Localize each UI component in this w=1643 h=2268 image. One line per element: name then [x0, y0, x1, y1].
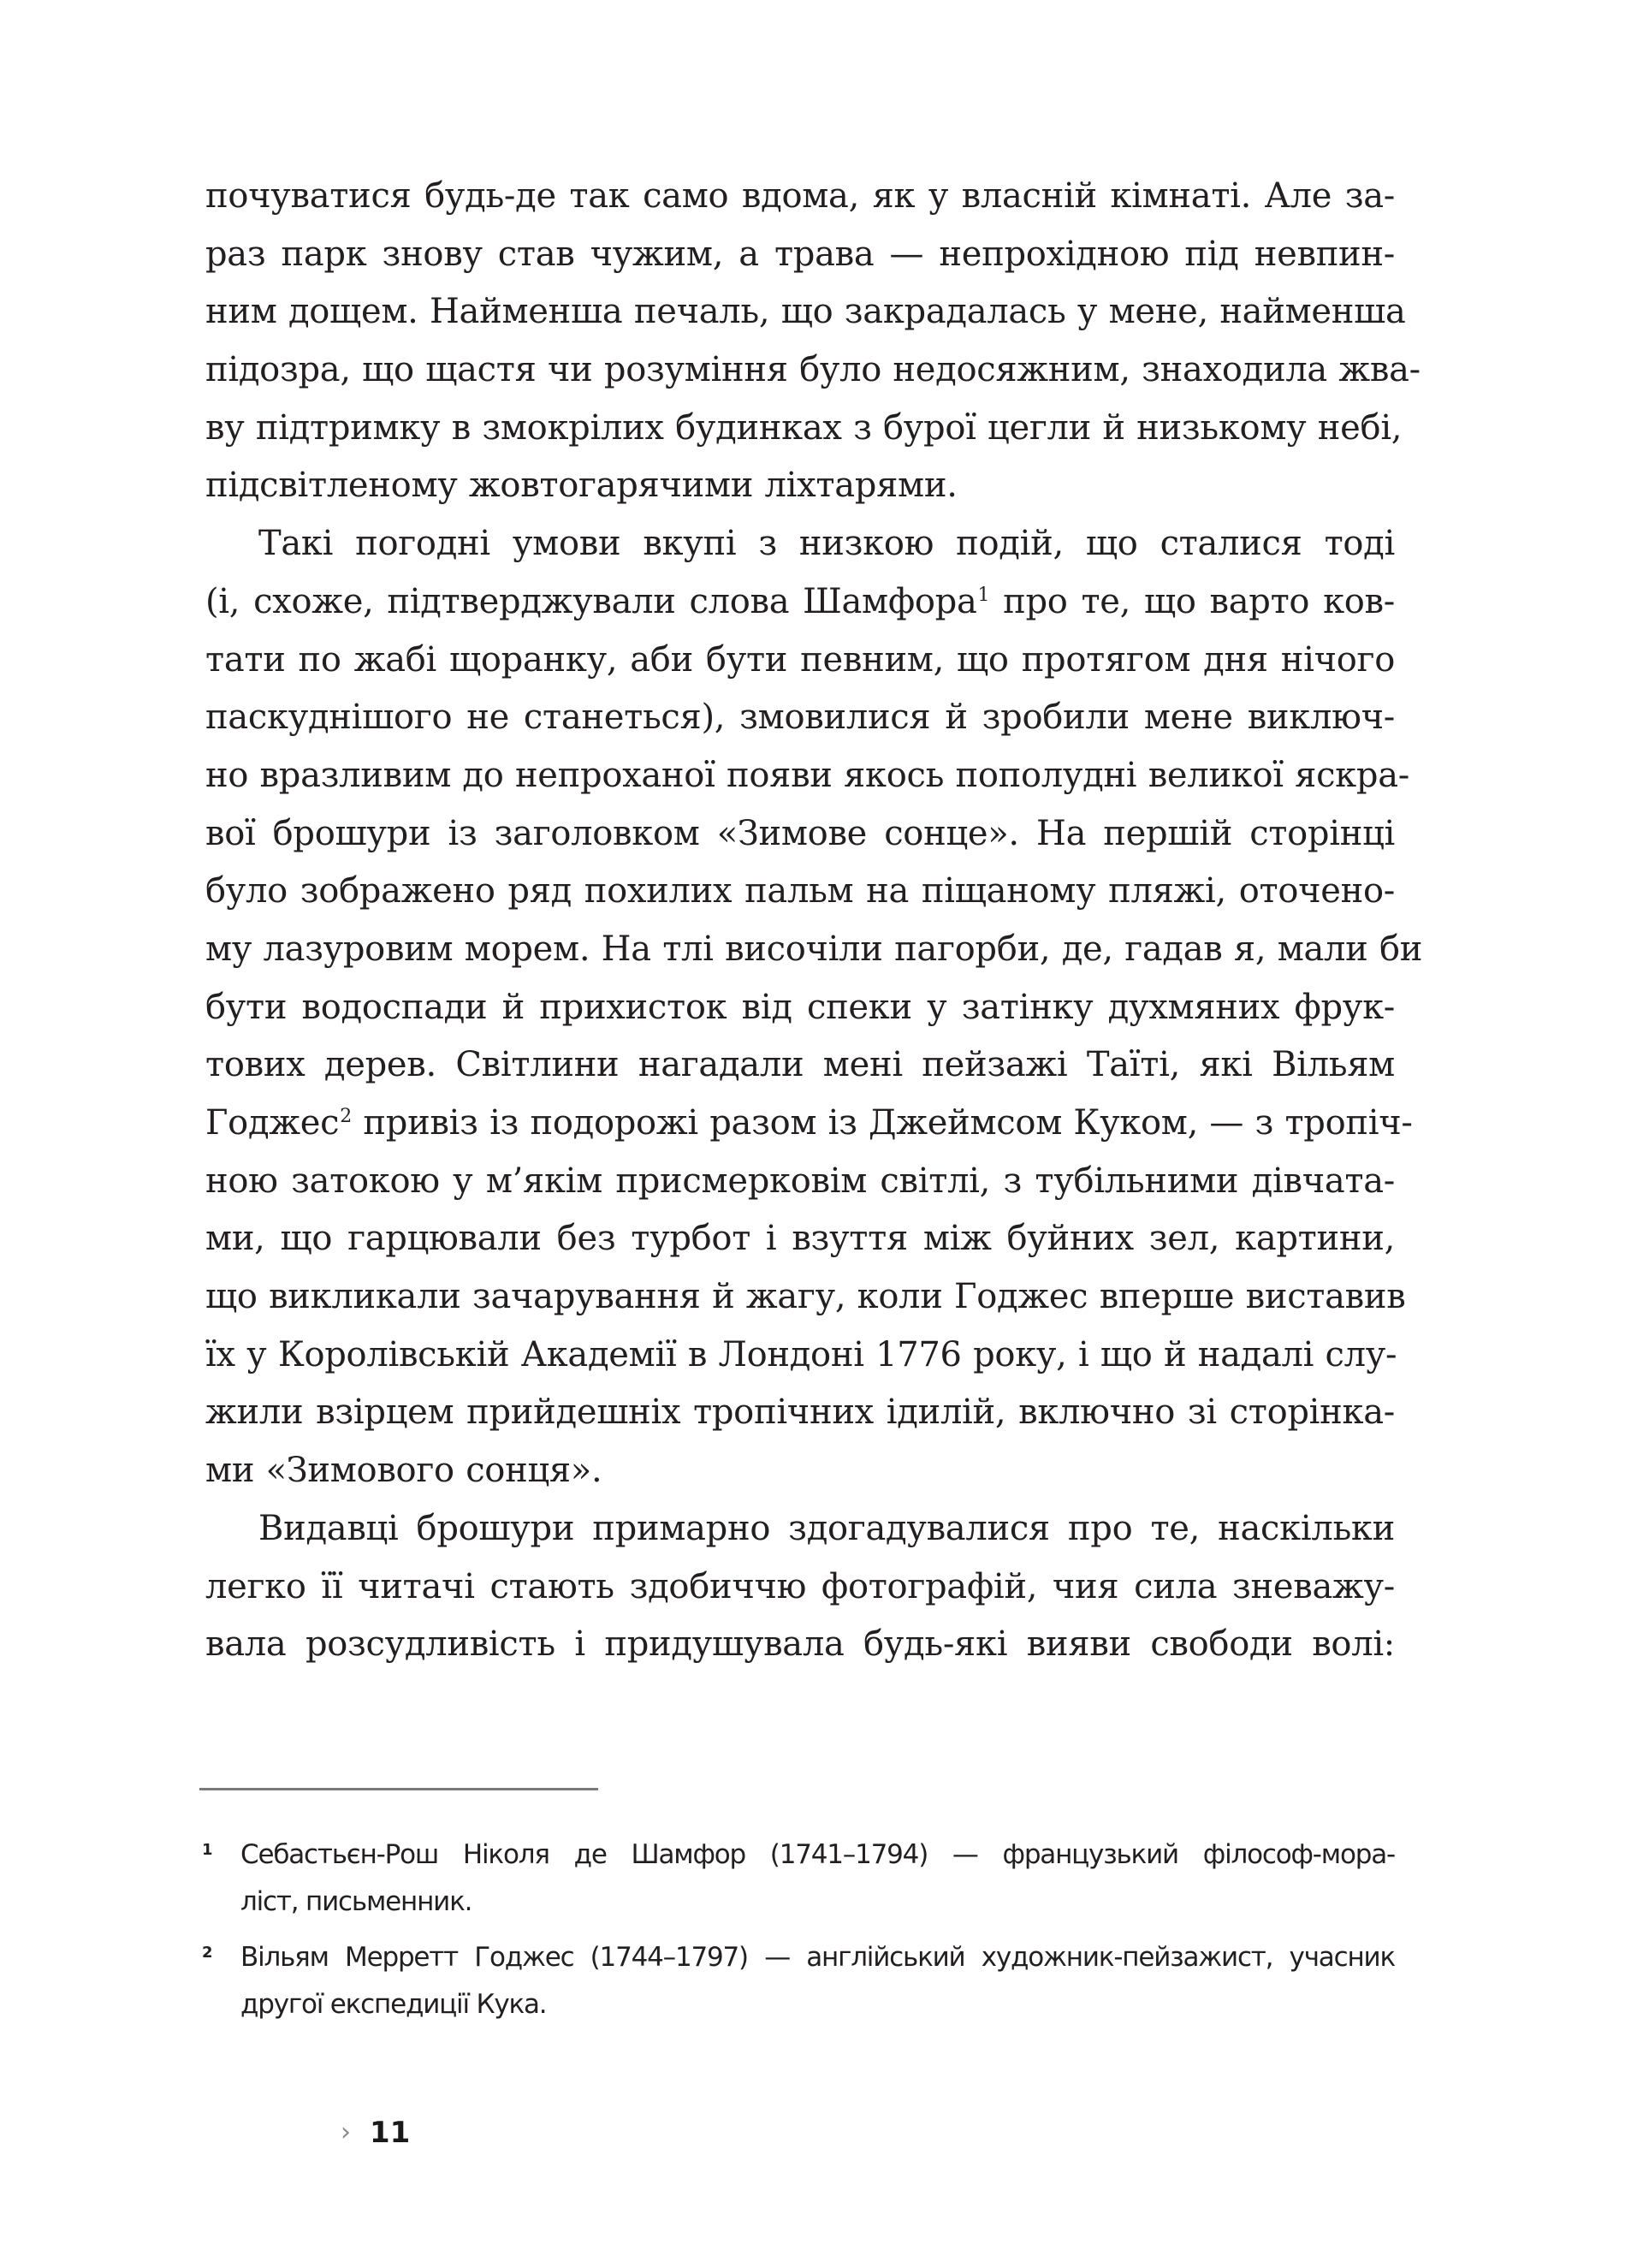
text-line: ною затокою у м’якім присмерковім світлі, з тубільними дівчата- — [205, 1161, 1395, 1201]
text-line: що викликали зачарування й жагу, коли Годжес вперше виставив — [205, 1277, 1406, 1317]
text-line: було зображено ряд похилих пальм на піщаному пляжі, оточено- — [205, 871, 1395, 911]
text-segment: про те, що варто ков- — [989, 581, 1395, 621]
text-line-with-footnote-ref — [205, 573, 1395, 632]
main-text — [205, 168, 1423, 1674]
footnote-reference[interactable]: 2 — [340, 1106, 352, 1127]
footnote-line: ліст, письменник. — [240, 1886, 472, 1917]
text-line: паскуднішого не станеться), змовилися й зробили мене виключ- — [205, 698, 1395, 738]
text-line-with-footnote-ref — [205, 1095, 1413, 1153]
text-line: бути водоспади й прихисток від спеки у затінку духмяних фрук- — [205, 987, 1395, 1027]
text-line: ми «Зимового сонця». — [205, 1451, 602, 1491]
footnote-2 — [202, 1934, 1395, 2028]
text-line: тати по жабі щоранку, аби бути певним, що протягом дня нічого — [205, 639, 1395, 680]
text-line: Такі погодні умови вкупі з низкою подій, що сталися тоді — [258, 524, 1395, 564]
page-number: 11 — [370, 2116, 411, 2150]
text-line: легко її читачі стають здобиччю фотографій, чия сила зневажу- — [205, 1566, 1395, 1606]
text-line: раз парк знову став чужим, а трава — непрохідною під невпин- — [205, 234, 1395, 274]
text-line: вої брошури із заголовком «Зимове сонце». На першій сторінці — [205, 813, 1395, 853]
chevron-right-icon: › — [341, 2117, 351, 2147]
text-line: ним дощем. Найменша печаль, що закрадалась у мене, найменша — [205, 292, 1406, 332]
text-line: жили взірцем прийдешніх тропічних ідилій, включно зі сторінка- — [205, 1392, 1395, 1433]
text-line: підозра, що щастя чи розуміння було недосяжним, знаходила жва- — [205, 350, 1421, 390]
footnote-line: Себастьєн-Рош Ніколя де Шамфор (1741–1794) — французький філософ-мора- — [240, 1839, 1395, 1870]
footnote-number: 2 — [202, 1944, 212, 1962]
text-line: їх у Королівській Академії в Лондоні 1776 року, і що й надалі слу- — [205, 1334, 1397, 1374]
text-line: но вразливим до непроханої появи якось пополудні великої яскра- — [205, 755, 1409, 795]
footnote-reference[interactable]: 1 — [977, 584, 990, 606]
text-line: ву підтримку в змокрілих будинках з бурої цегли й низькому небі, — [205, 407, 1403, 448]
text-line: тових дерев. Світлини нагадали мені пейзажі Таїті, які Вільям — [205, 1045, 1395, 1085]
footnote-line: Вільям Мерретт Годжес (1744–1797) — англійський художник-пейзажист, учасник — [240, 1942, 1395, 1973]
text-line: ми, що гарцювали без турбот і взуття між буйних зел, картини, — [205, 1219, 1395, 1259]
text-segment: привіз із подорожі разом із Джеймсом Куком, — з тропіч- — [351, 1103, 1413, 1143]
footnote-line: другої експедиції Кука. — [240, 1989, 547, 2020]
text-line: Видавці брошури примарно здогадувалися про те, наскільки — [258, 1508, 1395, 1548]
text-line: підсвітленому жовтогарячими ліхтарями. — [205, 466, 958, 506]
footnote-1 — [202, 1832, 1395, 1926]
page-footer — [341, 2116, 411, 2150]
text-line: вала розсудливість і придушувала будь-які вияви свободи волі: — [205, 1624, 1395, 1665]
text-line: му лазуровим морем. На тлі височіли пагорби, де, гадав я, мали би — [205, 929, 1423, 969]
text-line: почуватися будь-де так само вдома, як у власній кімнаті. Але за- — [205, 176, 1395, 216]
footnote-number: 1 — [202, 1841, 212, 1859]
text-segment: Годжес — [205, 1103, 340, 1143]
footnotes — [202, 1832, 1395, 2037]
footnote-separator — [199, 1788, 598, 1790]
text-segment: (і, схоже, підтверджували слова Шамфора — [205, 581, 977, 621]
